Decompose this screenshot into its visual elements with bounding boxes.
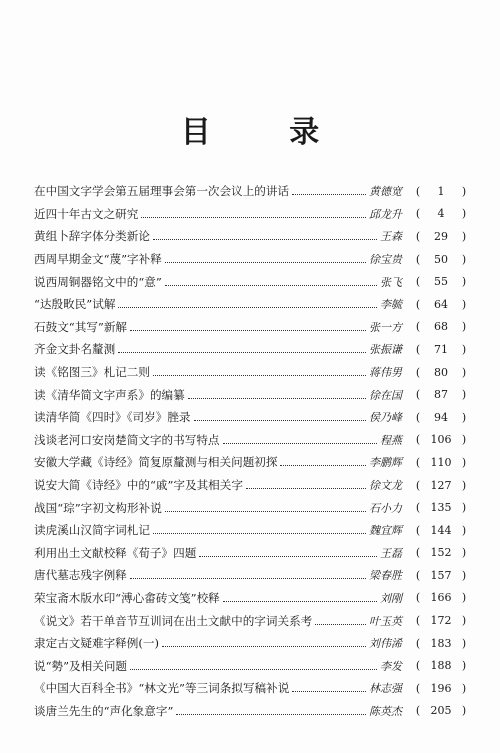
entry-title: 石鼓文“其写”新解 <box>34 319 128 334</box>
page-number: 68 <box>434 320 448 334</box>
entry-author: 石小力 <box>369 501 402 515</box>
page-number: 152 <box>430 546 452 560</box>
page-number: 183 <box>430 636 452 650</box>
dot-leader <box>153 374 366 376</box>
close-paren: ) <box>461 320 467 334</box>
close-paren: ) <box>461 433 467 447</box>
page-number: 64 <box>434 297 448 311</box>
toc-entry <box>34 564 468 587</box>
open-paren: ( <box>415 388 421 402</box>
close-paren: ) <box>461 455 467 469</box>
page-number: 106 <box>430 433 452 447</box>
page-number: 29 <box>434 229 448 243</box>
dot-leader <box>141 216 366 218</box>
toc-entry <box>34 609 468 632</box>
entry-title: 荣宝斋木版水印“溥心畬砖文笺”校释 <box>34 590 220 605</box>
open-paren: ( <box>415 275 421 289</box>
close-paren: ) <box>461 365 467 379</box>
close-paren: ) <box>461 614 467 628</box>
close-paren: ) <box>461 342 467 356</box>
toc-heading: 目 录 <box>180 115 354 150</box>
close-paren: ) <box>461 184 467 198</box>
page-number: 71 <box>434 342 448 356</box>
toc-entry <box>34 519 468 542</box>
entry-page <box>412 253 468 266</box>
open-paren: ( <box>415 365 421 379</box>
close-paren: ) <box>461 501 467 515</box>
dot-leader <box>118 351 366 353</box>
entry-page <box>412 433 468 446</box>
open-paren: ( <box>415 455 421 469</box>
entry-title: “达殷畋民”试解 <box>34 297 116 312</box>
entry-title: 说西周铜器铭文中的“意” <box>34 274 162 289</box>
close-paren: ) <box>461 275 467 289</box>
entry-author: 刘伟浠 <box>369 637 402 651</box>
entry-author: 叶玉英 <box>369 614 402 628</box>
open-paren: ( <box>415 591 421 605</box>
entry-page <box>412 230 468 243</box>
toc-entry <box>34 429 468 452</box>
toc-entry <box>34 361 468 384</box>
toc-entry <box>34 270 468 293</box>
entry-page <box>412 546 468 559</box>
page-number: 144 <box>430 523 452 537</box>
toc-entry <box>34 383 468 406</box>
entry-title: 读清华简《四时》《司岁》脞录 <box>34 410 191 425</box>
toc-entry <box>34 654 468 677</box>
page-number: 205 <box>430 704 452 718</box>
entry-author: 徐在国 <box>369 388 402 402</box>
toc-entry <box>34 632 468 655</box>
dot-leader <box>223 442 377 444</box>
page-number: 80 <box>434 365 448 379</box>
page-number: 110 <box>430 455 452 469</box>
open-paren: ( <box>415 252 421 266</box>
open-paren: ( <box>415 704 421 718</box>
entry-title: 战国“琮”字初文构形补说 <box>34 500 162 515</box>
page-number: 157 <box>430 568 452 582</box>
open-paren: ( <box>415 501 421 515</box>
entry-title: 西周早期金文“蔑”字补释 <box>34 252 162 267</box>
dot-leader <box>176 713 366 715</box>
page-number: 1 <box>437 184 445 198</box>
page-number: 55 <box>434 275 448 289</box>
entry-author: 程燕 <box>380 433 402 447</box>
page-number: 4 <box>437 207 445 221</box>
close-paren: ) <box>461 568 467 582</box>
toc-entry <box>34 542 468 565</box>
open-paren: ( <box>415 207 421 221</box>
entry-title: 读《铭图三》札记二则 <box>34 365 150 380</box>
close-paren: ) <box>461 546 467 560</box>
toc-entry <box>34 338 468 361</box>
entry-author: 李发 <box>380 659 402 673</box>
page-number: 87 <box>434 388 448 402</box>
entry-page <box>412 637 468 650</box>
page-number: 94 <box>434 410 448 424</box>
close-paren: ) <box>461 636 467 650</box>
open-paren: ( <box>415 614 421 628</box>
entry-author: 徐宝贵 <box>369 253 402 267</box>
toc-entry <box>34 677 468 700</box>
open-paren: ( <box>415 546 421 560</box>
entry-page <box>412 614 468 627</box>
page-number: 135 <box>430 501 452 515</box>
entry-author: 张飞 <box>380 275 402 289</box>
open-paren: ( <box>415 297 421 311</box>
entry-page <box>412 343 468 356</box>
entry-page <box>412 456 468 469</box>
open-paren: ( <box>415 478 421 492</box>
dot-leader <box>280 464 366 466</box>
entry-title: 齐金文卦名釐测 <box>34 342 116 357</box>
entry-author: 魏宜辉 <box>369 524 402 538</box>
entry-author: 陈英杰 <box>369 704 402 718</box>
close-paren: ) <box>461 252 467 266</box>
dot-leader <box>199 555 377 557</box>
entry-author: 林志强 <box>369 682 402 696</box>
entry-page <box>412 366 468 379</box>
entry-page <box>412 275 468 288</box>
open-paren: ( <box>415 342 421 356</box>
page-number: 196 <box>430 681 452 695</box>
entry-author: 李鹏辉 <box>369 456 402 470</box>
entry-author: 蒋伟男 <box>369 366 402 380</box>
entry-author: 张振谦 <box>369 343 402 357</box>
entry-page <box>412 682 468 695</box>
open-paren: ( <box>415 523 421 537</box>
entry-title: 利用出土文献校释《荀子》四题 <box>34 545 197 560</box>
dot-leader <box>153 238 377 240</box>
toc-entry <box>34 316 468 339</box>
open-paren: ( <box>415 410 421 424</box>
dot-leader <box>292 193 366 195</box>
page-number: 127 <box>430 478 452 492</box>
close-paren: ) <box>461 229 467 243</box>
entry-title: 《说文》若干单音节互训词在出土文献中的字词关系考 <box>34 613 313 628</box>
dot-leader <box>165 510 366 512</box>
dot-leader <box>188 397 366 399</box>
entry-page <box>412 207 468 220</box>
toc-entry <box>34 406 468 429</box>
entry-author: 王森 <box>380 230 402 244</box>
dot-leader <box>246 487 366 489</box>
page-number: 50 <box>434 252 448 266</box>
entry-title: 唐代墓志残字例释 <box>34 568 127 583</box>
dot-leader <box>118 306 377 308</box>
entry-page <box>412 411 468 424</box>
entry-page <box>412 320 468 333</box>
entry-title: 谈唐兰先生的“声化象意字” <box>34 703 174 718</box>
open-paren: ( <box>415 229 421 243</box>
close-paren: ) <box>461 591 467 605</box>
entry-title: 隶定古文疑难字释例(一) <box>34 636 159 651</box>
page-number: 172 <box>430 614 452 628</box>
open-paren: ( <box>415 568 421 582</box>
entry-author: 王磊 <box>380 546 402 560</box>
toc-entry <box>34 496 468 519</box>
table-of-contents <box>34 180 468 722</box>
close-paren: ) <box>461 704 467 718</box>
page-number: 188 <box>430 659 452 673</box>
close-paren: ) <box>461 297 467 311</box>
close-paren: ) <box>461 659 467 673</box>
toc-entry <box>34 451 468 474</box>
entry-title: 近四十年古文之研究 <box>34 206 139 221</box>
entry-page <box>412 659 468 672</box>
dot-leader <box>130 329 366 331</box>
open-paren: ( <box>415 659 421 673</box>
entry-title: 《中国大百科全书》“林文光”等三词条拟写稿补说 <box>34 681 290 696</box>
dot-leader <box>153 532 366 534</box>
entry-title: 在中国文字学会第五届理事会第一次会议上的讲话 <box>34 184 290 199</box>
dot-leader <box>165 261 366 263</box>
toc-entry <box>34 203 468 226</box>
entry-title: 说“勢”及相关问题 <box>34 658 128 673</box>
dot-leader <box>194 419 366 421</box>
entry-title: 浅谈老河口安岗楚简文字的书写特点 <box>34 432 220 447</box>
dot-leader <box>165 284 377 286</box>
entry-page <box>412 524 468 537</box>
entry-title: 说安大简《诗经》中的“戚”字及其相关字 <box>34 478 243 493</box>
entry-author: 刘刚 <box>380 591 402 605</box>
entry-page <box>412 569 468 582</box>
entry-author: 李毓 <box>380 298 402 312</box>
entry-title: 安徽大学藏《诗经》简复原釐测与相关问题初探 <box>34 455 278 470</box>
entry-page <box>412 501 468 514</box>
open-paren: ( <box>415 681 421 695</box>
dot-leader <box>130 577 366 579</box>
dot-leader <box>162 645 366 647</box>
toc-entry <box>34 474 468 497</box>
entry-page <box>412 704 468 717</box>
toc-entry <box>34 248 468 271</box>
dot-leader <box>223 600 377 602</box>
toc-entry <box>34 293 468 316</box>
toc-entry <box>34 587 468 610</box>
entry-author: 黄德宽 <box>369 185 402 199</box>
open-paren: ( <box>415 433 421 447</box>
close-paren: ) <box>461 478 467 492</box>
close-paren: ) <box>461 681 467 695</box>
open-paren: ( <box>415 636 421 650</box>
entry-author: 张一方 <box>369 320 402 334</box>
toc-entry <box>34 225 468 248</box>
toc-entry <box>34 700 468 723</box>
entry-page <box>412 185 468 198</box>
entry-page <box>412 591 468 604</box>
entry-author: 邱龙升 <box>369 207 402 221</box>
entry-author: 梁春胜 <box>369 569 402 583</box>
close-paren: ) <box>461 388 467 402</box>
close-paren: ) <box>461 523 467 537</box>
entry-page <box>412 479 468 492</box>
open-paren: ( <box>415 320 421 334</box>
close-paren: ) <box>461 207 467 221</box>
dot-leader <box>292 690 366 692</box>
entry-page <box>412 298 468 311</box>
dot-leader <box>130 668 377 670</box>
entry-title: 读虎溪山汉简字词札记 <box>34 523 150 538</box>
open-paren: ( <box>415 184 421 198</box>
toc-entry <box>34 180 468 203</box>
dot-leader <box>315 623 366 625</box>
close-paren: ) <box>461 410 467 424</box>
entry-author: 侯乃峰 <box>369 411 402 425</box>
entry-page <box>412 388 468 401</box>
entry-title: 读《清华简文字声系》的编纂 <box>34 387 185 402</box>
entry-title: 黄组卜辞字体分类新论 <box>34 229 150 244</box>
page-number: 166 <box>430 591 452 605</box>
entry-author: 徐文龙 <box>369 479 402 493</box>
